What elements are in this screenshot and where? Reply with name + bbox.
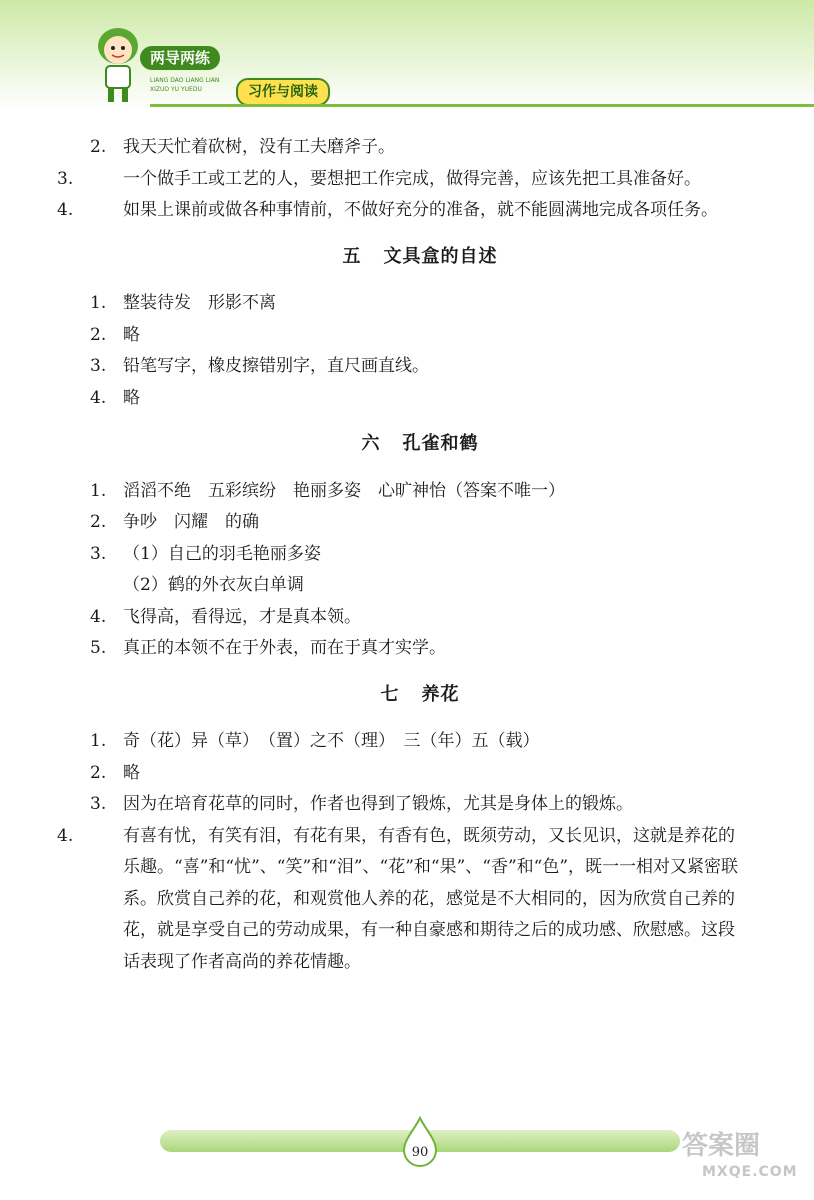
brand-pinyin-label: LIANG DAO LIANG LIAN XIZUO YU YUEDU [150, 77, 220, 93]
list-item: 1. 奇（花）异（草） （置）之不（理） 三（年）五（载） [90, 731, 540, 751]
section-title: 六 孔雀和鹤 [361, 433, 479, 454]
list-item: 4. 略 [90, 387, 140, 408]
list-item: 2. 略 [90, 762, 140, 783]
brand-sub-label: 习作与阅读 [236, 78, 330, 106]
list-item: 2. 我天天忙着砍树，没有工夫磨斧子。 [90, 137, 395, 157]
watermark: 答案圈 MXQE.COM [682, 1131, 798, 1180]
list-item: 2. 争吵 闪耀 的确 [90, 512, 259, 532]
list-item: 5. 真正的本领不在于外表，而在于真才实学。 [90, 638, 446, 658]
list-item: 3. 一个做手工或工艺的人，要想把工作完成，做得完善，应该先把工具准备好。 [57, 168, 701, 189]
section-title: 五 文具盒的自述 [342, 245, 498, 267]
list-item: 4. 飞得高，看得远，才是真本领。 [90, 606, 361, 627]
brand-main-label: 两导两练 [140, 46, 220, 70]
section-title: 七 养花 [380, 683, 460, 705]
list-item: 3. 铅笔写字，橡皮擦错别字，直尺画直线。 [90, 356, 429, 376]
list-item: 3. （1）自己的羽毛艳丽多姿 [90, 543, 321, 564]
list-item: 3. 因为在培育花草的同时，作者也得到了锻炼，尤其是身体上的锻炼。 [90, 794, 633, 814]
list-item: 4. 有喜有忧，有笑有泪，有花有果，有香有色，既须劳动，又长见识，这就是养花的乐趣。“喜”和“忧”、“笑”和“泪”、“花”和“果”、“香”和“色”，既一一相对又紧密联系。欣赏自己养的花，和观赏他人养的花，感觉是不大相同的，因为欣赏自己养的花，就是享受自己的劳动成果，有一种自豪感和期待之后的成功感、欣慰感。这段话表现了作者高尚的养花情趣。 [57, 825, 739, 972]
list-item: 1. 滔滔不绝 五彩缤纷 艳丽多姿 心旷神怡（答案不唯一） [90, 480, 565, 501]
list-item: 4. 如果上课前或做各种事情前，不做好充分的准备，就不能圆满地完成各项任务。 [57, 200, 718, 220]
answer-content [57, 132, 750, 978]
mascot-logo-icon [88, 22, 148, 106]
page-number: 90 [411, 1145, 429, 1160]
list-item: 1. 整装待发 形影不离 [90, 293, 276, 313]
header-rule [150, 104, 814, 107]
list-item: （2）鹤的外衣灰白单调 [123, 575, 304, 595]
list-item: 2. 略 [90, 324, 140, 345]
page-number-drop-icon [400, 1116, 440, 1168]
